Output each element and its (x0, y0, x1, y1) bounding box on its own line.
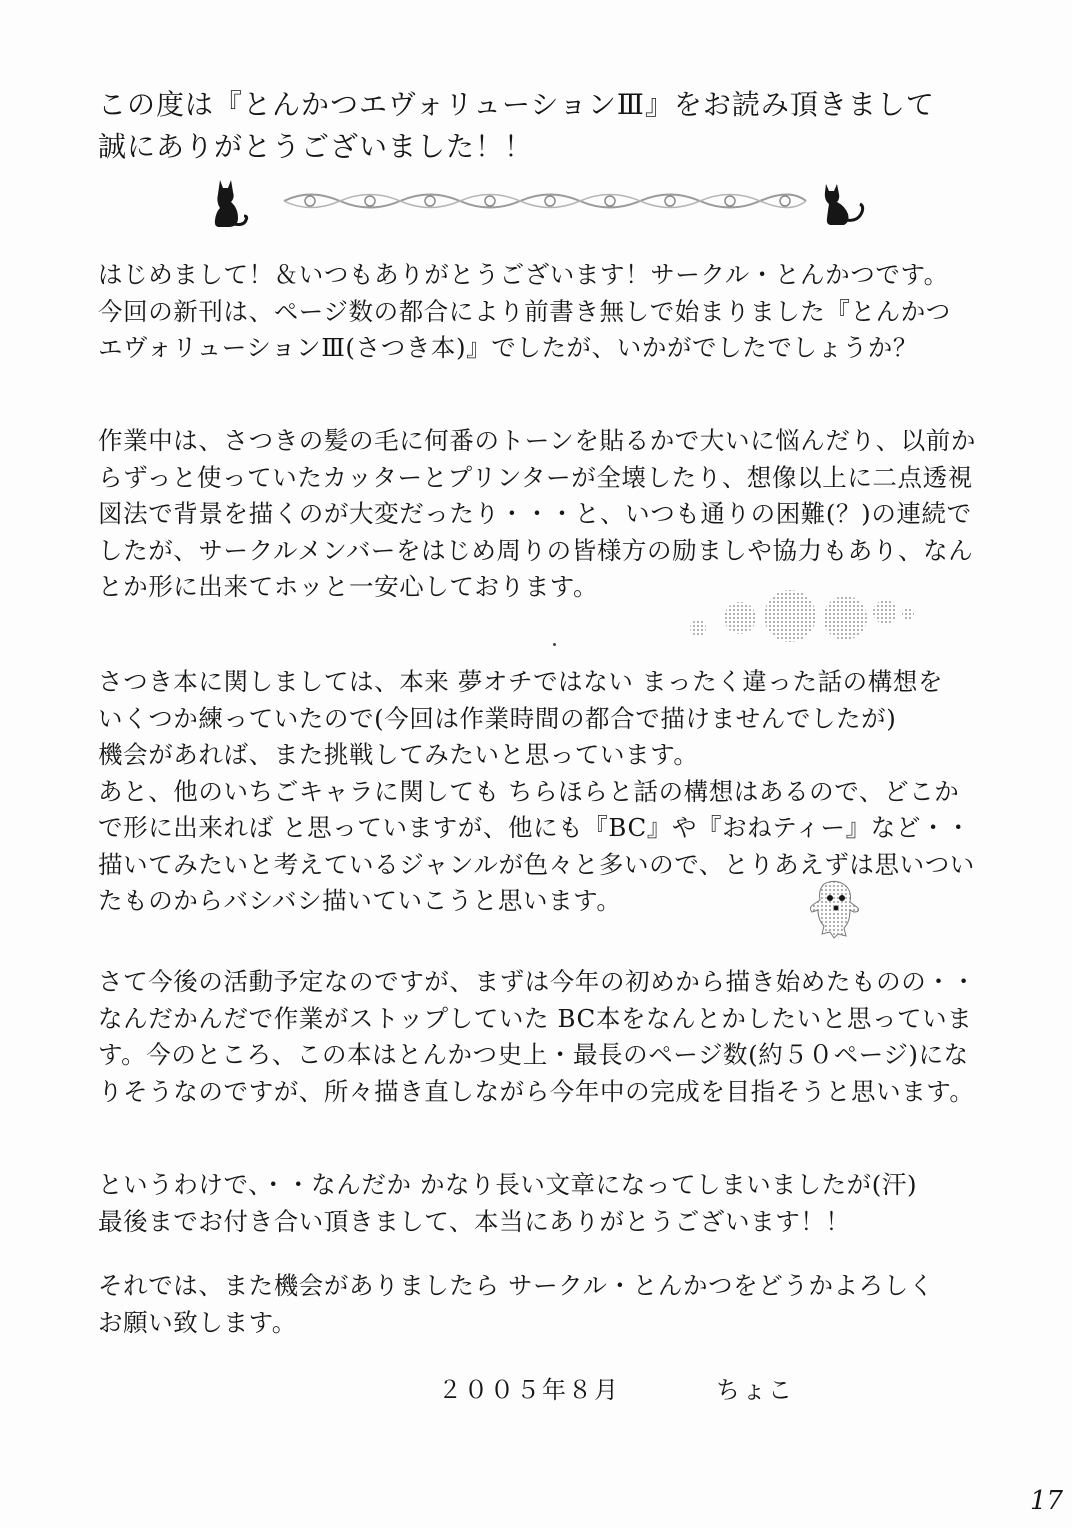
text-line: いくつか練っていたので(今回は作業時間の都合で描けませんでしたが) (98, 703, 897, 733)
paragraph-greeting (98, 257, 978, 367)
text-line: 作業中は、さつきの髪の毛に何番のトーンを貼るかで大いに悩んだり、以前か (98, 426, 977, 455)
ghost-doodle (808, 880, 862, 940)
paragraph-future-plans (98, 964, 978, 1110)
signature-date: ２００５年８月 (438, 1376, 620, 1404)
page-title (98, 84, 978, 168)
text-line: らずっと使っていたカッターとプリンターが全壊したり、想像以上に二点透視 (98, 462, 973, 492)
paragraph-farewell (98, 1268, 978, 1341)
text-line: はじめまして！＆いつもありがとうございます！サークル・とんかつです。 (98, 260, 949, 289)
screentone-bubbles (680, 588, 920, 658)
text-line: 機会があれば、また挑戦してみたいと思っています。 (98, 740, 699, 769)
text-line: す。今のところ、この本はとんかつ史上・最長のページ数(約５０ページ)にな (98, 1040, 969, 1069)
text-line: たものからバシバシ描いていこうと思います。 (98, 886, 622, 915)
text-line: さて今後の活動予定なのですが、まずは今年の初めから描き始めたものの・・ (98, 967, 977, 996)
page-number: 17 (1030, 1486, 1064, 1516)
text-line: というわけで、・・なんだか かなり長い文章になってしまいましたが(汗) (98, 1170, 918, 1199)
title-line: この度は『とんかつエヴォリューションⅢ』をお読み頂きまして (98, 88, 935, 121)
text-line: さつき本に関しましては、本来 夢オチではない まったく違った話の構想を (98, 667, 944, 696)
cat-right-icon (820, 182, 868, 230)
paragraph-work-notes (98, 423, 978, 606)
text-line: 図法で背景を描くのが大変だったり・・・と、いつも通りの困難(？)の連続で (98, 499, 972, 528)
text-line: とか形に出来てホッと一安心しております。 (98, 572, 599, 601)
cat-left-icon (208, 178, 250, 232)
text-line: エヴォリューションⅢ(さつき本)』でしたが、いかがでしたでしょうか？ (98, 333, 918, 362)
signature-author: ちょこ (716, 1376, 794, 1404)
text-line: なんだかんだで作業がストップしていた BC本をなんとかしたいと思っていま (98, 1003, 973, 1033)
text-line: 最後までお付き合い頂きまして、本当にありがとうございます！！ (98, 1206, 851, 1236)
text-line: で形に出来れば と思っていますが、他にも『BC』や『おねティー』など・・ (98, 813, 972, 842)
text-line: それでは、また機会がありましたら サークル・とんかつをどうかよろしく (98, 1271, 934, 1300)
text-line: 今回の新刊は、ページ数の都合により前書き無しで始まりました『とんかつ (98, 296, 951, 326)
speck-mark (553, 643, 556, 646)
text-line: したが、サークルメンバーをはじめ周りの皆様方の励ましや協力もあり、なん (98, 535, 974, 565)
text-line: お願い致します。 (98, 1307, 297, 1337)
text-line: りそうなのですが、所々描き直しながら今年中の完成を目指そうと思います。 (98, 1076, 975, 1106)
text-line: 描いてみたいと考えているジャンルが色々と多いので、とりあえずは思いつい (98, 849, 975, 879)
title-line: 誠にありがとうございました！！ (98, 130, 534, 163)
paragraph-closing (98, 1167, 978, 1240)
text-line: あと、他のいちごキャラに関しても ちらほらと話の構想はあるので、どこか (98, 776, 960, 806)
scroll-divider (280, 184, 810, 218)
